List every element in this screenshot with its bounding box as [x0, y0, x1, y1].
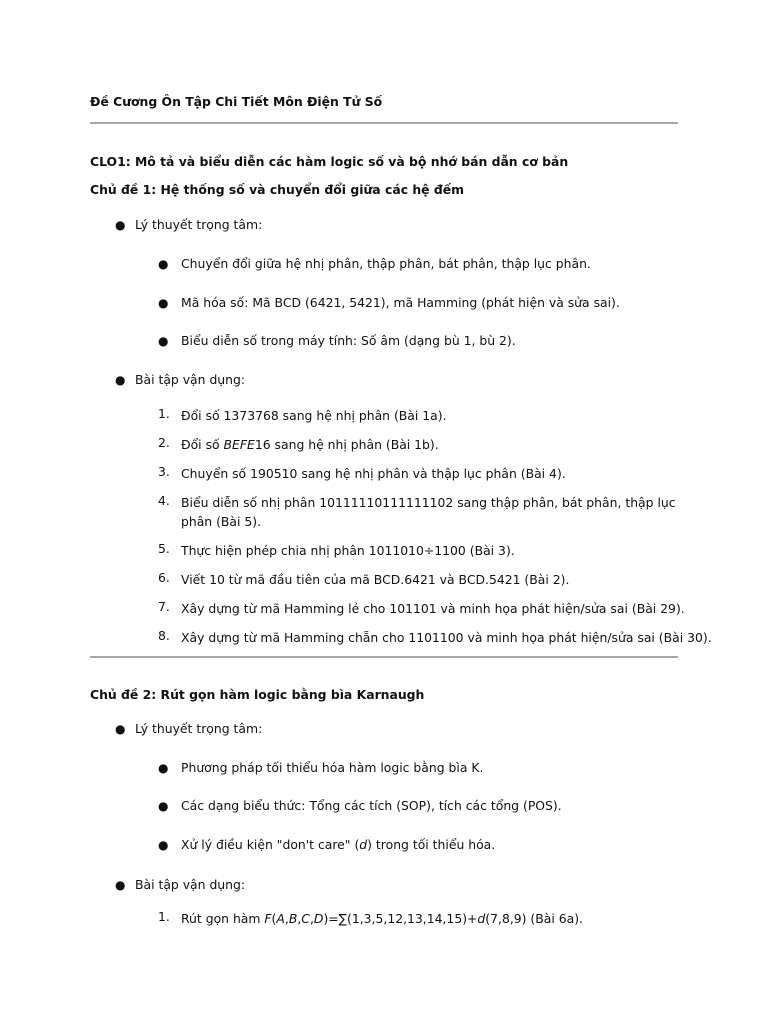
- document-title: Đề Cương Ôn Tập Chi Tiết Môn Điện Tử Số: [90, 94, 383, 109]
- topic1-exercise-label: Bài tập vận dụng:: [135, 372, 246, 387]
- horizontal-divider: [90, 122, 678, 124]
- topic2-heading: Chủ đề 2: Rút gọn hàm logic bằng bìa Karnaugh: [90, 687, 425, 702]
- bullet-icon: ●: [158, 334, 169, 348]
- bullet-icon: ●: [115, 722, 126, 736]
- bullet-icon: ●: [158, 257, 169, 271]
- topic2-exercise-label: Bài tập vận dụng:: [135, 877, 246, 892]
- bullet-icon: ●: [158, 296, 169, 310]
- bullet-icon: ●: [115, 373, 126, 387]
- bullet-icon: ●: [158, 838, 169, 852]
- bullet-icon: ●: [158, 799, 169, 813]
- topic1-heading: Chủ đề 1: Hệ thống số và chuyển đổi giữa các hệ đếm: [90, 182, 465, 197]
- bullet-icon: ●: [158, 761, 169, 775]
- bullet-icon: ●: [115, 218, 126, 232]
- horizontal-divider: [90, 656, 678, 658]
- formula-text: Rút gọn hàm F(A,B,C,D)=∑(1,3,5,12,13,14,15)+d(7,8,9) (Bài 6a).: [181, 911, 583, 926]
- topic1-theory-label: Lý thuyết trọng tâm:: [135, 217, 263, 232]
- document-page: Đề Cương Ôn Tập Chi Tiết Môn Điện Tử Số CLO1: Mô tả và biểu diễn các hàm logic số và bộ nhớ bán dẫn cơ bản Chủ đề 1: Hệ thống số và chuyển đổi giữa các hệ đếm ● Lý thuyết trọng tâm: ● Chuyển đổi giữa hệ nhị phân, thập phân, bát phân, thập lục phân. ● Mã hóa số: Mã BCD (6421, 5421), mã Hamming (phát hiện và sửa sai). ● Biểu diễn số trong máy tính: Số âm (dạng bù 1, bù 2). ● Bài tập vận dụng: 1. Đổi số 1373768 sang hệ nhị phân (Bài 1a). 2. Đổi số BEFE16 sang hệ nhị phân (Bài 1b). 3. Chuyển số 190510 sang hệ nhị phân và thập lục phân (Bài 4). 4. Biểu diễn số nhị phân 10111110111111102 sang thập phân, bát phân, thập lục phân (Bài 5). 5. Thực hiện phép chia nhị phân 1011010÷1100 (Bài 3). 6. Viết 10 từ mã đầu tiên của mã BCD.6421 và BCD.5421 (Bài 2). 7. Xây dựng từ mã Hamming lẻ cho 101101 và minh họa phát hiện/sửa sai (Bài 29). 8. Xây dựng từ mã Hamming chẵn cho 1101100 và minh họa phát hiện/sửa sai (Bài 30). Chủ đề 2: Rút gọn hàm logic bằng bìa Karnaugh ● Lý thuyết trọng tâm: ● Phương pháp tối thiểu hóa hàm logic bằng bìa K. ● Các dạng biểu thức: Tổng các tích (SOP), tích các tổng (POS). ● Xử lý điều kiện "don't care" (d) trong tối thiểu hóa. ● Bài tập vận dụng: 1. Rút gọn hàm F(A,B,C,D)=∑(1,3,5,12,13,14,15)+d(7,8,9) (Bài 6a).: [90, 94, 712, 926]
- bullet-icon: ●: [115, 878, 126, 892]
- clo1-heading: CLO1: Mô tả và biểu diễn các hàm logic số và bộ nhớ bán dẫn cơ bản: [90, 154, 569, 169]
- topic2-theory-label: Lý thuyết trọng tâm:: [135, 721, 263, 736]
